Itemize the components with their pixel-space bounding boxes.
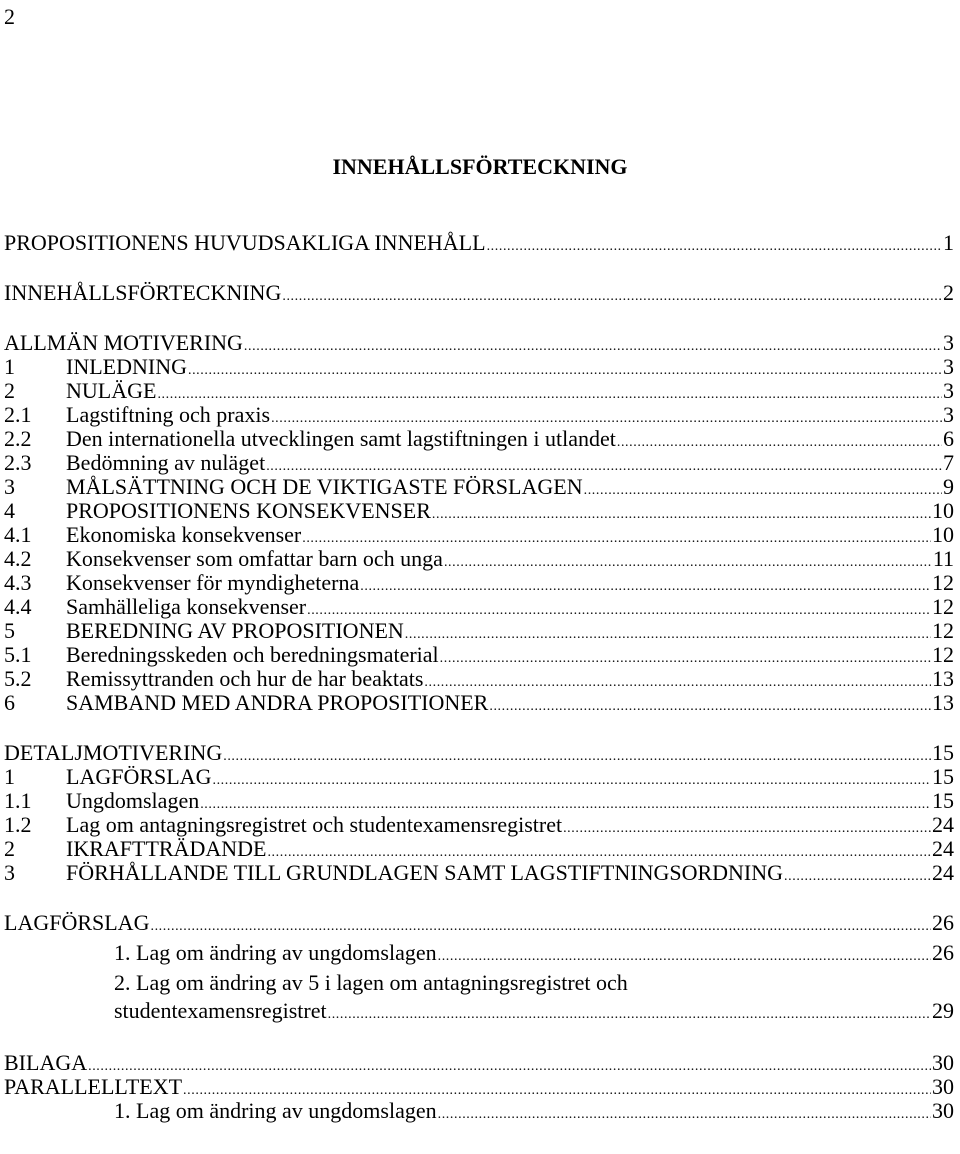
toc-entry[interactable]: [4, 862, 954, 886]
toc-leader: [440, 652, 931, 666]
toc-entry-text: 1. Lag om ändring av ungdomslagen: [114, 1098, 437, 1123]
toc-entry-page: 26: [932, 910, 954, 935]
toc-entry-text: FÖRHÅLLANDE TILL GRUNDLAGEN SAMT LAGSTIFTNINGSORDNING: [66, 860, 784, 885]
toc-entry-text: PROPOSITIONENS KONSEKVENSER: [66, 498, 431, 523]
toc-entry-number: 2.2: [4, 426, 32, 451]
toc-leader: [223, 750, 931, 764]
toc-leader: [188, 364, 942, 378]
toc-leader: [266, 460, 942, 474]
toc-entry-text: BILAGA: [4, 1050, 88, 1075]
toc-entry[interactable]: [4, 332, 954, 356]
toc-entry-page: 24: [932, 860, 954, 885]
toc-entry-text: 2. Lag om ändring av 5 i lagen om antagningsregistret och: [114, 970, 628, 995]
toc-entry-page: 6: [943, 426, 954, 451]
toc-entry[interactable]: [4, 232, 954, 256]
toc-entry-number: 2: [4, 836, 15, 861]
toc-entry-page: 10: [932, 498, 954, 523]
toc-entry-text: MÅLSÄTTNING OCH DE VIKTIGASTE FÖRSLAGEN: [66, 474, 583, 499]
toc-entry-text: Lagstiftning och praxis: [66, 402, 271, 427]
toc-entry[interactable]: [114, 1100, 954, 1124]
toc-entry-page: 1: [943, 230, 954, 255]
toc-entry-page: 26: [932, 940, 954, 965]
toc-entry-text: studentexamensregistret: [114, 998, 327, 1023]
toc-leader: [88, 1060, 931, 1074]
toc-entry[interactable]: [114, 1000, 954, 1024]
toc-leader: [150, 920, 931, 934]
toc-leader: [405, 628, 931, 642]
toc-entry-page: 10: [932, 522, 954, 547]
toc-entry-text: LAGFÖRSLAG: [4, 910, 150, 935]
toc-entry[interactable]: [114, 942, 954, 966]
toc-entry-number: 5: [4, 618, 15, 643]
toc-entry[interactable]: [4, 838, 954, 862]
toc-entry[interactable]: [4, 912, 954, 936]
toc-leader: [563, 822, 931, 836]
page-number: 2: [4, 4, 15, 29]
toc-leader: [271, 412, 942, 426]
toc-entry[interactable]: [4, 404, 954, 428]
toc-leader: [444, 556, 932, 570]
toc-entry[interactable]: [4, 644, 954, 668]
toc-entry-text: IKRAFTTRÄDANDE: [66, 836, 267, 861]
toc-entry[interactable]: [4, 428, 954, 452]
toc-leader: [307, 604, 931, 618]
toc-entry[interactable]: [4, 742, 954, 766]
toc-entry-text: Lag om antagningsregistret och studentexamensregistret: [66, 812, 563, 837]
toc-entry-number: 4.4: [4, 594, 32, 619]
toc-entry-text: INNEHÅLLSFÖRTECKNING: [4, 280, 282, 305]
toc-entry[interactable]: [4, 476, 954, 500]
toc-entry[interactable]: [4, 500, 954, 524]
toc-entry-text: PROPOSITIONENS HUVUDSAKLIGA INNEHÅLL: [4, 230, 486, 255]
toc-entry-page: 30: [932, 1074, 954, 1099]
toc-leader: [302, 532, 931, 546]
toc-leader: [183, 1084, 931, 1098]
toc-entry[interactable]: [4, 548, 954, 572]
toc-entry-number: 2.3: [4, 450, 32, 475]
toc-entry[interactable]: [4, 668, 954, 692]
toc-entry[interactable]: [4, 766, 954, 790]
toc-entry-text: Ekonomiska konsekvenser: [66, 522, 302, 547]
toc-entry-number: 5.2: [4, 666, 32, 691]
toc-leader: [432, 508, 931, 522]
toc-entry-number: 1.1: [4, 788, 32, 813]
toc-leader: [584, 484, 942, 498]
toc-leader: [200, 798, 931, 812]
toc-entry-page: 30: [932, 1050, 954, 1075]
toc-entry[interactable]: [4, 814, 954, 838]
toc-entry-number: 2.1: [4, 402, 32, 427]
toc-entry-text: PARALLELLTEXT: [4, 1074, 183, 1099]
toc-entry-page: 12: [932, 570, 954, 595]
toc-entry[interactable]: [4, 790, 954, 814]
toc-entry-page: 29: [932, 998, 954, 1023]
toc-entry-number: 1: [4, 354, 15, 379]
toc-entry-page: 3: [943, 378, 954, 403]
toc-entry-text: Den internationella utvecklingen samt lagstiftningen i utlandet: [66, 426, 616, 451]
toc-entry-number: 4: [4, 498, 15, 523]
toc-leader: [489, 700, 931, 714]
toc-entry-number: 4.1: [4, 522, 32, 547]
toc-entry-page: 7: [943, 450, 954, 475]
toc-entry-text: SAMBAND MED ANDRA PROPOSITIONER: [66, 690, 489, 715]
toc-entry-text: Beredningsskeden och beredningsmaterial: [66, 642, 439, 667]
toc-entry-number: 3: [4, 474, 15, 499]
toc-leader: [157, 388, 942, 402]
toc-leader: [282, 290, 942, 304]
toc-entry-text: LAGFÖRSLAG: [66, 764, 212, 789]
toc-entry-page: 2: [943, 280, 954, 305]
toc-entry-page: 24: [932, 812, 954, 837]
toc-entry-text: Remissyttranden och hur de har beaktats: [66, 666, 424, 691]
toc-entry-page: 9: [943, 474, 954, 499]
toc-entry-number: 1: [4, 764, 15, 789]
toc-entry-page: 3: [943, 402, 954, 427]
toc-entry-page: 13: [932, 666, 954, 691]
toc-entry-number: 4.3: [4, 570, 32, 595]
toc-entry-text: ALLMÄN MOTIVERING: [4, 330, 243, 355]
toc-entry-page: 30: [932, 1098, 954, 1123]
toc-entry-number: 2: [4, 378, 15, 403]
toc-entry[interactable]: [4, 452, 954, 476]
toc-entry-number: 1.2: [4, 812, 32, 837]
toc-entry-text: Konsekvenser som omfattar barn och unga: [66, 546, 443, 571]
toc-entry-page: 12: [932, 594, 954, 619]
toc-leader: [617, 436, 942, 450]
toc-entry[interactable]: [4, 572, 954, 596]
toc-entry-page: 15: [932, 788, 954, 813]
toc-entry[interactable]: [4, 282, 954, 306]
toc-entry-page: 3: [943, 330, 954, 355]
toc-entry-number: 3: [4, 860, 15, 885]
toc-leader: [487, 240, 942, 254]
toc-entry-text: Bedömning av nuläget: [66, 450, 266, 475]
toc-entry[interactable]: [4, 1052, 954, 1076]
toc-entry-page: 12: [932, 618, 954, 643]
toc-title: INNEHÅLLSFÖRTECKNING: [332, 154, 628, 179]
toc-leader: [438, 1108, 931, 1122]
toc-entry-page: 24: [932, 836, 954, 861]
toc-leader: [328, 1008, 931, 1022]
toc-entry-page: 15: [932, 764, 954, 789]
toc-entry-text: Konsekvenser för myndigheterna: [66, 570, 360, 595]
toc-leader: [424, 676, 931, 690]
toc-leader: [784, 870, 931, 884]
toc-leader: [438, 950, 931, 964]
toc-entry-continued[interactable]: [114, 972, 954, 996]
toc-entry-text: BEREDNING AV PROPOSITIONEN: [66, 618, 404, 643]
toc-entry-text: NULÄGE: [66, 378, 157, 403]
toc-entry-text: DETALJMOTIVERING: [4, 740, 223, 765]
toc-entry-text: Samhälleliga konsekvenser: [66, 594, 307, 619]
toc-leader: [360, 580, 931, 594]
toc-leader: [212, 774, 931, 788]
toc-entry-text: Ungdomslagen: [66, 788, 200, 813]
toc-entry[interactable]: [4, 380, 954, 404]
toc-entry[interactable]: [4, 692, 954, 716]
toc-leader: [244, 340, 942, 354]
toc-entry-page: 13: [932, 690, 954, 715]
toc-entry-page: 15: [932, 740, 954, 765]
toc-entry[interactable]: [4, 524, 954, 548]
toc-entry-text: 1. Lag om ändring av ungdomslagen: [114, 940, 437, 965]
toc-entry-text: INLEDNING: [66, 354, 187, 379]
toc-entry-page: 3: [943, 354, 954, 379]
toc-entry-page: 12: [932, 642, 954, 667]
toc-entry[interactable]: [4, 620, 954, 644]
toc-entry-number: 5.1: [4, 642, 32, 667]
toc-entry-number: 4.2: [4, 546, 32, 571]
toc-leader: [267, 846, 931, 860]
toc-entry-page: 11: [932, 546, 954, 571]
toc-entry[interactable]: [4, 356, 954, 380]
toc-entry-number: 6: [4, 690, 15, 715]
toc-entry[interactable]: [4, 596, 954, 620]
toc-entry[interactable]: [4, 1076, 954, 1100]
